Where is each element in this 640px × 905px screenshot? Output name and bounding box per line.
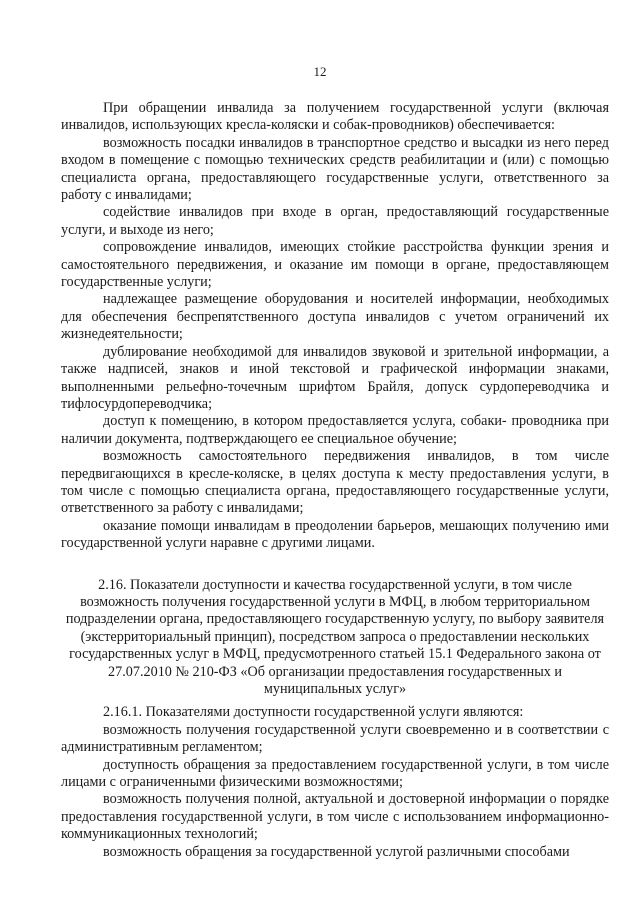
section-heading-2-16: 2.16. Показатели доступности и качества государственной услуги, в том числе возможность получения государственной услуги в МФЦ, в любом территориальном подразделении органа, предоставляющего государственную услугу, по выбору заявителя (экстерриториальный принцип), посредством запроса о предоставлении нескольких государственных услуг в МФЦ, предусмотренного статьей 15.1 Федерального закона от 27.07.2010 № 210-ФЗ «Об организации предоставления государственных и муниципальных услуг» — [65, 576, 605, 697]
paragraph-intro: При обращении инвалида за получением государственной услуги (включая инвалидов, использующих кресла-коляски и собак-проводников) обеспечивается: — [61, 100, 609, 134]
paragraph-item: оказание помощи инвалидам в преодолении барьеров, мешающих получению ими государственной услуги наравне с другими лицами. — [61, 517, 609, 552]
paragraph-item: возможность получения государственной услуги своевременно и в соответствии с административным регламентом; — [61, 721, 609, 756]
paragraph-item: возможность обращения за государственной услугой различными способами — [103, 843, 570, 860]
paragraph-item: доступ к помещению, в котором предоставляется услуга, собаки- проводника при наличии документа, подтверждающего ее специальное обучение; — [61, 413, 609, 447]
page-number: 12 — [313, 64, 327, 79]
paragraph-item: возможность посадки инвалидов в транспортное средство и высадки из него перед входом в помещение с помощью технических средств реабилитации и (или) с помощью специалиста органа, предоставляющего государственные услуги, ответственного за работу с инвалидами; — [61, 134, 609, 204]
subsection-2-16-1: 2.16.1. Показателями доступности государственной услуги являются: — [103, 704, 524, 721]
paragraph-item: возможность самостоятельного передвижения инвалидов, в том числе передвигающихся в кресле-коляске, в целях доступа к месту предоставления услуги, в том числе с помощью специалиста органа, предоставляющего государственные услуги, ответственного за работу с инвалидами; — [61, 448, 609, 517]
paragraph-item: дублирование необходимой для инвалидов звуковой и зрительной информации, а также надписей, знаков и иной текстовой и графической информации знаками, выполненными рельефно-точечным шрифтом Брайля, допуск сурдопереводчика и тифлосурдопереводчика; — [61, 343, 609, 412]
document-body — [61, 66, 609, 861]
paragraph-item: содействие инвалидов при входе в орган, предоставляющий государственные услуги, и выходе из него; — [61, 204, 609, 238]
paragraph-item: возможность получения полной, актуальной и достоверной информации о порядке предоставления государственной услуги, в том числе с использованием информационно-коммуникационных технологий; — [61, 791, 609, 843]
paragraph-item: надлежащее размещение оборудования и носителей информации, необходимых для обеспечения беспрепятственного доступа инвалидов с учетом ограничений их жизнедеятельности; — [61, 291, 609, 343]
paragraph-item: доступность обращения за предоставлением государственной услуги, в том числе лицами с ограниченными физическими возможностями; — [61, 756, 609, 791]
paragraph-item: сопровождение инвалидов, имеющих стойкие расстройства функции зрения и самостоятельного передвижения, и оказание им помощи в органе, предоставляющем государственные услуги; — [61, 239, 609, 291]
